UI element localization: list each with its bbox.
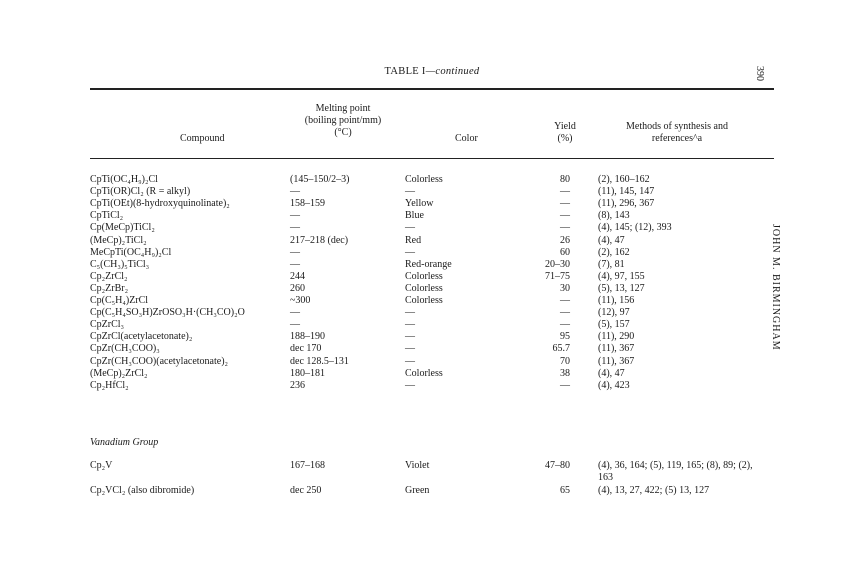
color-cell: — <box>405 331 415 343</box>
header-rule <box>90 158 774 159</box>
header-mp-line3: (°C) <box>334 127 352 138</box>
compound-cell: CpZr(CH₃COO)(acetylacetonate)₂ <box>90 355 229 367</box>
methods-cell: (4), 47 <box>598 367 625 379</box>
compound-cell: CpZrCl(acetylacetonate)₂ <box>90 331 193 343</box>
methods-cell: (11), 296, 367 <box>598 198 655 210</box>
header-compound: Compound <box>180 133 225 144</box>
methods-cell: (7), 81 <box>598 258 625 270</box>
melting-point-cell: 236 <box>290 379 305 391</box>
methods-cell: (4), 423 <box>598 379 630 391</box>
color-cell: — <box>405 222 415 234</box>
compound-cell: Cp₂ZrBr₂ <box>90 282 129 294</box>
compound-cell: CpZrCl₃ <box>90 319 125 331</box>
yield-cell: — <box>560 198 570 210</box>
header-mp-line2: (boiling point/mm) <box>304 115 382 126</box>
methods-cell: (11), 367 <box>598 355 635 367</box>
header-methods <box>602 121 752 145</box>
table-row <box>0 186 864 198</box>
melting-point-cell: — <box>290 258 300 270</box>
melting-point-cell: 180–181 <box>290 367 325 379</box>
yield-cell: 20–30 <box>545 258 570 270</box>
methods-cell: (11), 145, 147 <box>598 186 655 198</box>
yield-cell: 65.7 <box>552 343 570 355</box>
methods-cell: (5), 157 <box>598 319 630 331</box>
table-row <box>0 259 864 271</box>
methods-cell: (4), 36, 164; (5), 119, 165; (8), 89; (2), 163 <box>598 460 753 483</box>
melting-point-cell: — <box>290 186 300 198</box>
yield-cell: — <box>560 186 570 198</box>
table-title-main: TABLE I <box>384 66 426 77</box>
header-color: Color <box>455 133 478 144</box>
melting-point-cell: (145–150/2–3) <box>290 174 350 185</box>
melting-point-cell: 244 <box>290 270 305 282</box>
yield-cell: — <box>560 222 570 234</box>
methods-cell: (4), 97, 155 <box>598 270 645 282</box>
running-head: JOHN M. BIRMINGHAM <box>770 224 781 351</box>
melting-point-cell: 260 <box>290 282 305 294</box>
yield-cell: — <box>560 307 570 319</box>
color-cell: — <box>405 379 415 391</box>
methods-cell: (4), 145; (12), 393 <box>598 222 672 234</box>
methods-cell: (2), 162 <box>598 246 630 258</box>
yield-cell: — <box>560 319 570 331</box>
yield-cell: 70 <box>560 355 570 367</box>
melting-point-cell: — <box>290 246 300 258</box>
melting-point-cell: dec 170 <box>290 343 322 355</box>
melting-point-cell: — <box>290 222 300 234</box>
table-row <box>0 368 864 380</box>
methods-cell: (4), 47 <box>598 234 625 246</box>
header-yield-line2: (%) <box>557 133 573 144</box>
table-title <box>0 66 864 77</box>
color-cell: Colorless <box>405 295 443 306</box>
header-melting-point <box>268 103 418 139</box>
section-label: Vanadium Group <box>90 437 159 448</box>
methods-cell: (11), 156 <box>598 295 635 306</box>
table-row <box>0 460 864 483</box>
top-rule <box>90 88 774 90</box>
methods-cell: (11), 290 <box>598 331 635 343</box>
compound-cell: Cp₂VCl₂ (also dibromide) <box>90 485 195 496</box>
compound-cell: CpTi(OC₄H₉)₂Cl <box>90 174 158 185</box>
yield-cell: 80 <box>560 174 570 185</box>
melting-point-cell: dec 250 <box>290 485 322 496</box>
melting-point-cell: ~300 <box>290 295 311 306</box>
yield-cell: 65 <box>560 485 570 496</box>
melting-point-cell: — <box>290 319 300 331</box>
table-row <box>0 295 864 307</box>
yield-cell: 47–80 <box>545 460 570 471</box>
table-row <box>0 356 864 368</box>
color-cell: Yellow <box>405 198 434 210</box>
table-row <box>0 343 864 355</box>
color-cell: Red <box>405 234 422 246</box>
yield-cell: — <box>560 295 570 306</box>
melting-point-cell: 217–218 (dec) <box>290 234 349 246</box>
header-mp-line1: Melting point <box>315 103 371 114</box>
compound-cell: Cp(MeCp)TiCl₂ <box>90 222 155 234</box>
color-cell: — <box>405 319 415 331</box>
yield-cell: 60 <box>560 246 570 258</box>
table-row <box>0 485 864 497</box>
compound-cell: CpTi(OR)Cl₂ (R = alkyl) <box>90 186 191 198</box>
color-cell: Colorless <box>405 282 443 294</box>
yield-cell: 95 <box>560 331 570 343</box>
color-cell: — <box>405 246 415 258</box>
color-cell: Colorless <box>405 270 443 282</box>
compound-cell: Cp₂ZrCl₂ <box>90 270 128 282</box>
table-row <box>0 235 864 247</box>
compound-cell: Cp₂HfCl₂ <box>90 379 129 391</box>
table-row <box>0 271 864 283</box>
color-cell: Colorless <box>405 174 443 185</box>
compound-cell: MeCpTi(OC₄H₉)₂Cl <box>90 246 172 258</box>
table-title-suffix: —continued <box>425 66 480 77</box>
melting-point-cell: dec 128.5–131 <box>290 355 349 367</box>
table-row <box>0 222 864 234</box>
yield-cell: — <box>560 210 570 222</box>
color-cell: — <box>405 355 415 367</box>
melting-point-cell: — <box>290 307 300 319</box>
color-cell: — <box>405 186 415 198</box>
yield-cell: 38 <box>560 367 570 379</box>
color-cell: — <box>405 343 415 355</box>
yield-cell: 26 <box>560 234 570 246</box>
compound-cell: CpZr(CH₃COO)₃ <box>90 343 160 355</box>
table-row <box>0 247 864 259</box>
compound-cell: (MeCp)₂ZrCl₂ <box>90 367 148 379</box>
color-cell: Colorless <box>405 367 443 379</box>
compound-cell: Cp₂V <box>90 460 113 471</box>
compound-cell: CpTi(OEt)(8-hydroxyquinolinate)₂ <box>90 198 230 210</box>
table-row <box>0 331 864 343</box>
table-row <box>0 174 864 186</box>
table-row <box>0 198 864 210</box>
header-methods-line1: Methods of synthesis and <box>626 121 728 132</box>
compound-cell: CpTiCl₂ <box>90 210 124 222</box>
color-cell: Violet <box>405 460 430 471</box>
melting-point-cell: 188–190 <box>290 331 325 343</box>
table-row <box>0 307 864 319</box>
compound-cell: Cp(C₅H₄SO₃H)ZrOSO₃H·(CH₃CO)₂O <box>90 307 245 319</box>
color-cell: Green <box>405 485 430 496</box>
compound-cell: (MeCp)₂TiCl₂ <box>90 234 147 246</box>
header-yield-line1: Yield <box>554 121 576 132</box>
methods-cell: (8), 143 <box>598 210 630 222</box>
melting-point-cell: — <box>290 210 300 222</box>
table-row <box>0 380 864 392</box>
color-cell: Blue <box>405 210 424 222</box>
methods-cell: (5), 13, 127 <box>598 282 645 294</box>
color-cell: Red-orange <box>405 258 452 270</box>
table-row <box>0 210 864 222</box>
header-yield <box>540 121 590 145</box>
table-row <box>0 283 864 295</box>
methods-cell: (12), 97 <box>598 307 630 319</box>
melting-point-cell: 167–168 <box>290 460 325 471</box>
header-methods-line2: references^a <box>651 133 703 144</box>
color-cell: — <box>405 307 415 319</box>
yield-cell: 71–75 <box>545 270 570 282</box>
methods-cell: (11), 367 <box>598 343 635 355</box>
compound-cell: C₅(CH₃)₅TiCl₃ <box>90 258 150 270</box>
compound-cell: Cp(C₅H₄)ZrCl <box>90 295 149 306</box>
melting-point-cell: 158–159 <box>290 198 325 210</box>
yield-cell: 30 <box>560 282 570 294</box>
page-number: 390 <box>754 66 765 81</box>
yield-cell: — <box>560 379 570 391</box>
methods-cell: (2), 160–162 <box>598 174 650 185</box>
methods-cell: (4), 13, 27, 422; (5) 13, 127 <box>598 485 710 496</box>
table-row <box>0 319 864 331</box>
